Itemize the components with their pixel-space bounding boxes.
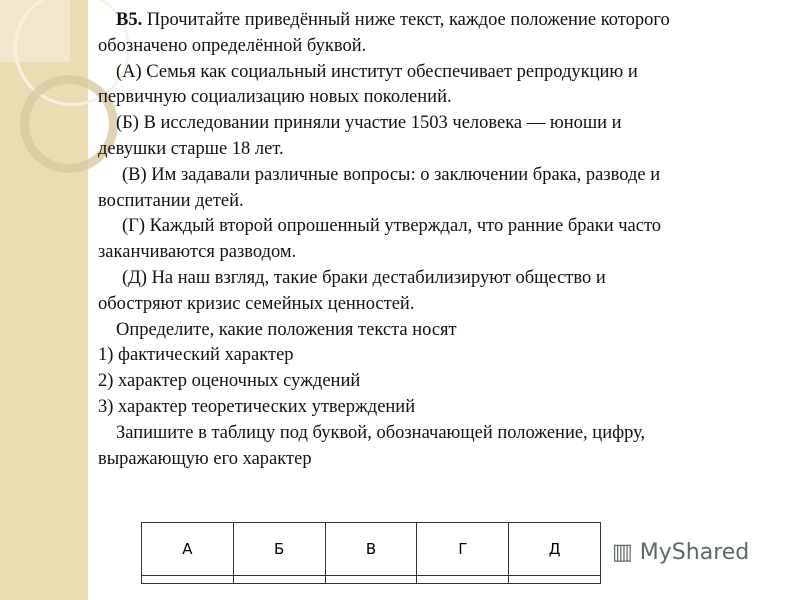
answer-cell[interactable] — [325, 576, 417, 584]
text-line: воспитании детей. — [98, 190, 244, 211]
task-text — [98, 8, 798, 472]
statement-a: (А) Семья как социальный институт обеспечивает репродукцию и — [116, 61, 638, 82]
header-cell: В — [325, 523, 417, 576]
answer-cell[interactable] — [417, 576, 509, 584]
presentation-icon: ▥ — [612, 540, 633, 565]
text-line: выражающую его характер — [98, 448, 312, 469]
option-1: 1) фактический характер — [98, 345, 294, 366]
header-cell: Д — [509, 523, 601, 576]
watermark — [612, 540, 749, 565]
header-cell: Б — [233, 523, 325, 576]
decorative-sidebar — [0, 0, 88, 600]
watermark-text: MyShared — [639, 540, 750, 565]
statement-b: (Б) В исследовании приняли участие 1503 человека — юноши и — [116, 113, 622, 134]
text-line: обозначено определённой буквой. — [98, 35, 367, 56]
answer-table — [141, 522, 601, 584]
task-label: В5. — [116, 10, 143, 30]
option-2: 2) характер оценочных суждений — [98, 371, 361, 392]
text-line: заканчиваются разводом. — [98, 242, 297, 263]
option-3: 3) характер теоретических утверждений — [98, 396, 416, 417]
table-header-row — [142, 523, 601, 576]
statement-v: (В) Им задавали различные вопросы: о заключении брака, разводе и — [122, 164, 661, 185]
table-answer-row — [142, 576, 601, 584]
text-line: девушки старше 18 лет. — [98, 138, 284, 159]
header-cell: А — [142, 523, 234, 576]
question: Определите, какие положения текста носят — [116, 319, 457, 340]
answer-cell[interactable] — [233, 576, 325, 584]
instruction: Запишите в таблицу под буквой, обозначающей положение, цифру, — [116, 422, 646, 443]
text-line: Прочитайте приведённый ниже текст, каждое положение которого — [146, 10, 670, 30]
text-line: первичную социализацию новых поколений. — [98, 87, 452, 108]
text-line: обостряют кризис семейных ценностей. — [98, 293, 415, 314]
header-cell: Г — [417, 523, 509, 576]
statement-d: (Д) На наш взгляд, такие браки дестабилизируют общество и — [122, 267, 606, 288]
answer-cell[interactable] — [509, 576, 601, 584]
statement-g: (Г) Каждый второй опрошенный утверждал, что ранние браки часто — [122, 216, 662, 237]
answer-cell[interactable] — [142, 576, 234, 584]
